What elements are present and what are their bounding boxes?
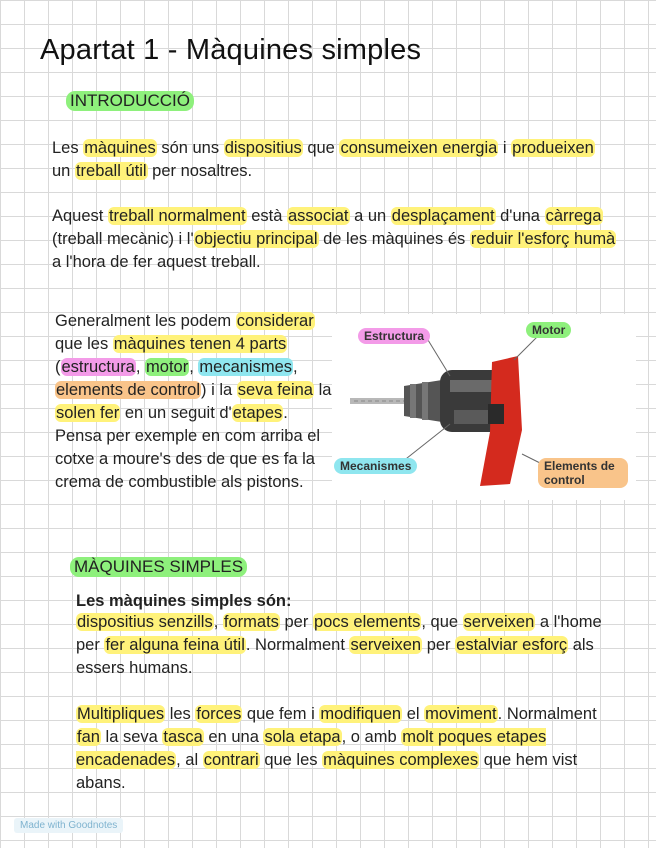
text-run: ) i la	[201, 381, 237, 399]
definition-paragraph	[76, 611, 606, 680]
text-run: que les	[259, 751, 323, 769]
highlight: fan	[77, 728, 100, 746]
label-control-elements: Elements de control	[538, 458, 628, 488]
text-run: Les	[52, 139, 84, 157]
text-run: . Normalment	[497, 705, 597, 723]
highlight: Multipliques	[77, 705, 165, 723]
text-run: està	[246, 207, 287, 225]
highlight: modifiquen	[320, 705, 402, 723]
text-run: ,	[293, 358, 298, 376]
definition-title-text: Les màquines simples són:	[76, 592, 292, 610]
text-run: que les	[55, 335, 113, 353]
highlight-motor: motor	[146, 358, 189, 376]
highlight: sola etapa	[264, 728, 341, 746]
highlight: càrrega	[545, 207, 602, 225]
intro-heading: INTRODUCCIÓ	[66, 91, 194, 111]
text-run: (	[55, 358, 61, 376]
text-run: per	[422, 636, 456, 654]
highlight: moviment	[425, 705, 497, 723]
goodnotes-watermark: Made with Goodnotes	[14, 818, 123, 833]
text-run: (treball mecànic) i l'	[52, 230, 194, 248]
parts-paragraph	[55, 310, 335, 494]
label-motor: Motor	[526, 322, 571, 338]
highlight: desplaçament	[391, 207, 495, 225]
highlight: molt poques etapes encadenades	[76, 728, 547, 769]
highlight-structure: estructura	[61, 358, 135, 376]
highlight: formats	[223, 613, 279, 631]
intro-paragraph-1	[52, 137, 612, 183]
text-run: , que	[421, 613, 463, 631]
text-run: la seva	[100, 728, 163, 746]
highlight: solen fer	[56, 404, 120, 422]
text-run: als essers humans.	[76, 636, 594, 677]
text-run: a l'hora de fer aquest treball.	[52, 253, 261, 271]
highlight: treball útil	[75, 162, 147, 180]
text-run: en una	[203, 728, 264, 746]
highlight: considerar	[236, 312, 314, 330]
highlight: produeixen	[512, 139, 594, 157]
label-structure: Estructura	[358, 328, 430, 344]
text-run: que hem vist abans.	[76, 751, 578, 792]
highlight: estalviar esforç	[456, 636, 568, 654]
text-run: Aquest	[52, 207, 108, 225]
highlight: objectiu principal	[194, 230, 318, 248]
text-run: que	[302, 139, 340, 157]
drill-illustration	[332, 314, 636, 500]
highlight: etapes	[232, 404, 283, 422]
highlight: dispositius	[224, 139, 302, 157]
highlight: pocs elements	[313, 613, 421, 631]
text-run: les	[165, 705, 196, 723]
highlight: seva feina	[237, 381, 313, 399]
text-run: a l'home per	[76, 613, 602, 654]
text-run: en un seguit d'	[120, 404, 232, 422]
text-run: són uns	[156, 139, 224, 157]
text-run: . Pensa per exemple en com arriba el cotxe a moure's des de que es fa la crema de combustible als pistons.	[55, 404, 321, 491]
highlight-mechanisms: mecanismes	[199, 358, 293, 376]
highlight: fer alguna feina útil	[105, 636, 245, 654]
highlight: contrari	[203, 751, 259, 769]
simple-machines-heading: MÀQUINES SIMPLES	[70, 557, 247, 577]
text-run: , o amb	[341, 728, 402, 746]
intro-paragraph-2	[52, 205, 618, 274]
text-run: , al	[176, 751, 203, 769]
text-run: de les màquines és	[318, 230, 470, 248]
highlight: màquines tenen 4 parts	[113, 335, 287, 353]
text-run: el	[402, 705, 425, 723]
text-run: ,	[135, 358, 146, 376]
highlight: serveixen	[463, 613, 535, 631]
text-run: un	[52, 162, 75, 180]
highlight: reduir l'esforç humà	[470, 230, 616, 248]
text-run: ,	[189, 358, 199, 376]
page-title: Apartat 1 - Màquines simples	[40, 34, 422, 66]
highlight: màquines	[84, 139, 156, 157]
text-run: per	[279, 613, 313, 631]
text-run: que fem i	[242, 705, 320, 723]
text-run: i	[498, 139, 512, 157]
text-run: Generalment les podem	[55, 312, 236, 330]
highlight: treball normalment	[108, 207, 246, 225]
text-run: la	[313, 381, 332, 399]
highlight: forces	[196, 705, 242, 723]
highlight-control: elements de control	[56, 381, 200, 399]
text-run: a un	[349, 207, 391, 225]
text-run: per nosaltres.	[147, 162, 253, 180]
text-run: d'una	[495, 207, 545, 225]
highlight: tasca	[163, 728, 203, 746]
label-mechanisms: Mecanismes	[334, 458, 417, 474]
characteristics-paragraph	[76, 703, 606, 795]
highlight: consumeixen energia	[340, 139, 498, 157]
text-run: ,	[213, 613, 223, 631]
text-run: . Normalment	[245, 636, 350, 654]
highlight: dispositius senzills	[77, 613, 213, 631]
definition-title	[76, 590, 291, 613]
highlight: associat	[287, 207, 349, 225]
highlight: màquines complexes	[323, 751, 479, 769]
highlight: serveixen	[350, 636, 422, 654]
